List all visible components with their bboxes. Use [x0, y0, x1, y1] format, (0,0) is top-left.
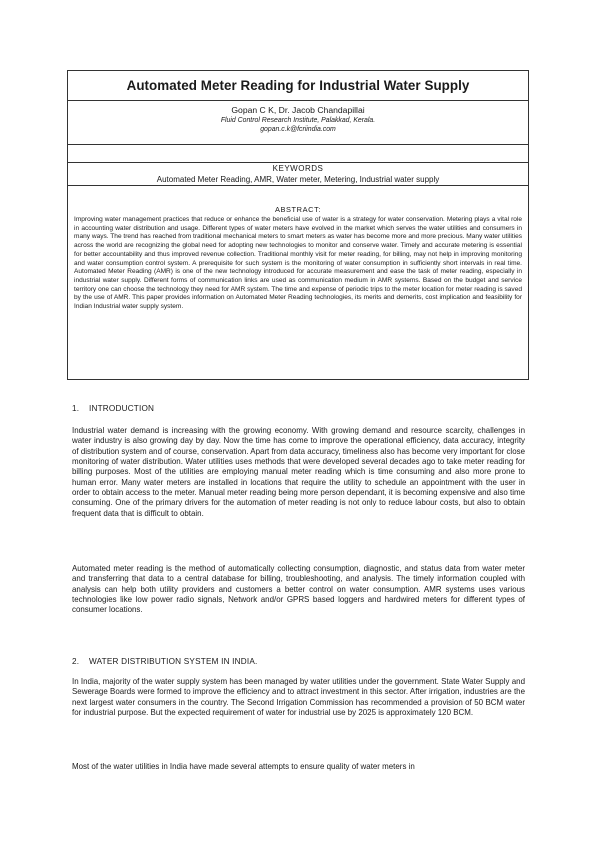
paper-title: Automated Meter Reading for Industrial Water Supply: [126, 78, 470, 93]
section-2-paragraph-1: [72, 677, 525, 718]
keywords-heading: KEYWORDS: [272, 164, 324, 173]
spacer-row: [68, 145, 528, 163]
section-1-paragraph-1: [72, 426, 525, 519]
paragraph: Most of the water utilities in India have made several attempts to ensure quality of water meters in: [72, 762, 415, 771]
authors-row: [68, 101, 528, 145]
section-title: INTRODUCTION: [89, 404, 155, 413]
affiliation: Fluid Control Research Institute, Palakkad, Kerala.: [220, 117, 376, 124]
title-row: [68, 71, 528, 101]
section-2-heading: [72, 657, 525, 666]
abstract-row: [68, 206, 528, 312]
section-number: 2.: [72, 657, 80, 666]
abstract-text: Improving water management practices that reduce or enhance the beneficial use of water is a strategy for water conservation. Metering plays a vital role in accounting water distribution and usage. Different types of water meters have evolved in the market which serves the water utilities and consumers in many ways. The trend has reached from traditional mechanical meters to smart meters as water has become more and more precious. Many water utilities across the world are recognizing the global need for adopting new technologies to monitor and conserve water. Timely and accurate metering is essential for better accountability and thus improved revenue collection. Traditional monthly visit for meter reading, for billing, may not help in improving monitoring and water consumption control system. A prerequisite for such system is the monitoring of water consumption in sufficiently short intervals in real time. Automated Meter Reading (AMR) is one of the new technology introduced for accurate measurement and ease the task of meter reading, especially in industrial water supply. Different forms of communication links are used as communication medium in AMR systems. Based on the budget and service territory one can choose the technology they need for AMR system. The time and expense of periodic trips to the meter location for meter reading is saved by the use of AMR. This paper provides information on Automated Meter Reading technologies, its merits and demerits, cost implication and feasibility for Indian Industrial water supply system.: [74, 216, 522, 311]
abstract-heading: ABSTRACT:: [274, 205, 322, 214]
paper-header-box: [67, 70, 529, 380]
paragraph: In India, majority of the water supply system has been managed by water utilities under the government. State Water Supply and Sewerage Boards were formed to improve the efficiency and to attract investment in this sector. After irrigation, industries are the next largest water consumers in the country. The Second Irrigation Commission has recommended a provision of 50 BCM water for industrial purpose. But the expected requirement of water for industrial use by 2025 is approximately 120 BCM.: [72, 677, 525, 718]
email: gopan.c.k@fcriindia.com: [260, 126, 336, 133]
paragraph: Industrial water demand is increasing with the growing economy. With growing demand and resource scarcity, challenges in water industry is also growing day by day. Now the time has come to improve the operational efficiency, data accuracy, integrity of distribution system and of course, conservation. Apart from data accuracy, timeliness also has become very important for close monitoring of water distribution. Water utilities uses methods that were developed several decades ago to take meter reading for billing purposes. Most of the utilities are employing manual meter reading which is time consuming and also more prone to human error. Many water meters are installed in locations that require the utility to schedule an appointment with the user in order to obtain access to the meter. Manual meter reading being more person dependant, it is becoming expensive and also time consuming. One of the primary drivers for the automation of meter reading is not only to reduce labour costs, but also to obtain frequent data that is difficult to obtain.: [72, 426, 525, 518]
section-1-paragraph-2: [72, 564, 525, 616]
authors: Gopan C K, Dr. Jacob Chandapillai: [231, 105, 365, 115]
keywords-text: Automated Meter Reading, AMR, Water meter, Metering, Industrial water supply: [156, 175, 440, 184]
section-number: 1.: [72, 404, 80, 413]
section-1-heading: [72, 404, 525, 413]
keywords-row: [68, 163, 528, 186]
section-2-paragraph-2: [72, 762, 525, 772]
paragraph: Automated meter reading is the method of automatically collecting consumption, diagnostic, and status data from water meter and transferring that data to a central database for billing, troubleshooting, and analysis. The timely information coupled with analysis can help both utility providers and customers a better control on water consumption. AMR systems uses various technologies like low power radio signals, Network and/or GPRS based loggers and hardwired meters for different types of consumer locations.: [72, 564, 525, 615]
section-title: WATER DISTRIBUTION SYSTEM IN INDIA.: [89, 657, 258, 666]
